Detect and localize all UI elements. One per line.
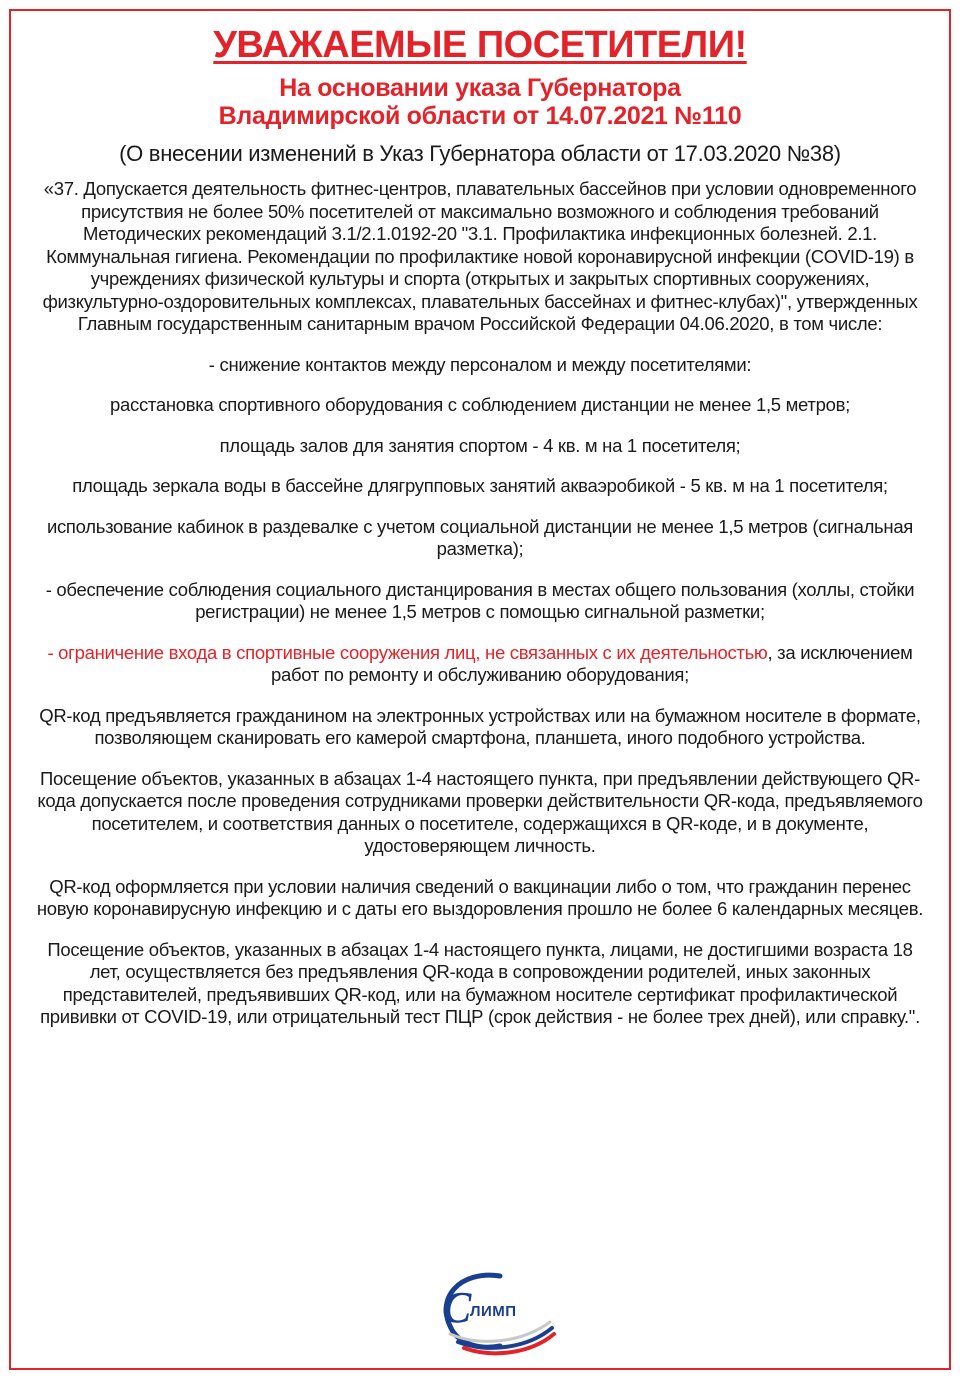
logo-letter: С (442, 1283, 472, 1332)
intro-paragraph: «37. Допускается деятельность фитнес-центров, плавательных бассейнов при условии одновременного присутствия не более 50% посетителей от максимально возможного и соблюдения требований Методических рекомендаций 3.1/2.1.0192-20 "3.1. Профилактика инфекционных болезней. 2.1. Коммунальная гигиена. Рекомендации по профилактике новой коронавирусной инфекции (COVID-19) в учреждениях физической культуры и спорта (открытых и закрытых спортивных сооружениях, физкультурно-оздоровительных комплексах, плавательных бассейнах и фитнес-клубах)", утвержденных Главным государственным санитарным врачом Российской Федерации 04.06.2020, в том числе: (42, 178, 918, 334)
amendment-note: (О внесении изменений в Указ Губернатора области от 17.03.2020 №38) (119, 141, 841, 166)
notice-headline: УВАЖАЕМЫЕ ПОСЕТИТЕЛИ! (213, 24, 747, 66)
requirement-item: площадь зеркала воды в бассейне длягрупповых занятий акваэробикой - 5 кв. м на 1 посетителя; (72, 475, 888, 496)
restriction-continuation: , за исключением работ по ремонту и обслуживанию оборудования; (271, 641, 913, 685)
decree-subtitle-line1: На основании указа Губернатора (279, 74, 681, 102)
qr-paragraph: Посещение объектов, указанных в абзацах 1-4 настоящего пункта, лицами, не достигшими возраста 18 лет, осуществляется без предъявления QR-кода в сопровождении родителей, иных законных представителей, предъявивших QR-код, или на бумажном носителе сертификат профилактической прививки от COVID-19, или отрицательный тест ПЦР (срок действия - не более трех дней), или справку.". (40, 938, 920, 1027)
requirement-item: расстановка спортивного оборудования с соблюдением дистанции не менее 1,5 метров; (110, 394, 850, 415)
qr-paragraph: Посещение объектов, указанных в абзацах 1-4 настоящего пункта, при предъявлении действующего QR-кода допускается после проведения сотрудниками проверки действительности QR-кода, предъявляемого посетителем, и соответствия данных о посетителе, содержащихся в QR-коде, и в документе, удостоверяющем личность. (37, 767, 923, 856)
decree-subtitle-line2: Владимирской области от 14.07.2021 №110 (218, 102, 742, 130)
requirement-item: - обеспечение соблюдения социального дистанцирования в местах общего пользования (холлы, стойки регистрации) не менее 1,5 метров с помощью сигнальной разметки; (45, 578, 915, 622)
notice-content (30, 22, 930, 1029)
requirement-item: - снижение контактов между персоналом и между посетителями: (208, 353, 752, 375)
olimp-logo (430, 1268, 560, 1358)
qr-paragraph: QR-код оформляется при условии наличия сведений о вакцинации либо о том, что гражданин перенес новую коронавирусную инфекцию и с даты его выздоровления прошло не более 6 календарных месяцев. (36, 875, 924, 919)
requirement-item: использование кабинок в раздевалке с учетом социальной дистанции не менее 1,5 метров (сигнальная разметка); (46, 515, 914, 559)
logo-wordmark: ЛИМП (470, 1303, 517, 1320)
requirement-item-highlighted (30, 642, 930, 687)
qr-paragraph: QR-код предъявляется гражданином на электронных устройствах или на бумажном носителе в формате, позволяющем сканировать его камерой смартфона, планшета, иного подобного устройства. (39, 704, 921, 748)
highlighted-restriction: - ограничение входа в спортивные сооружения лиц, не связанных с их деятельностью (47, 641, 768, 663)
decree-subtitle (30, 74, 930, 130)
requirement-item: площадь залов для занятия спортом - 4 кв. м на 1 посетителя; (219, 434, 741, 456)
